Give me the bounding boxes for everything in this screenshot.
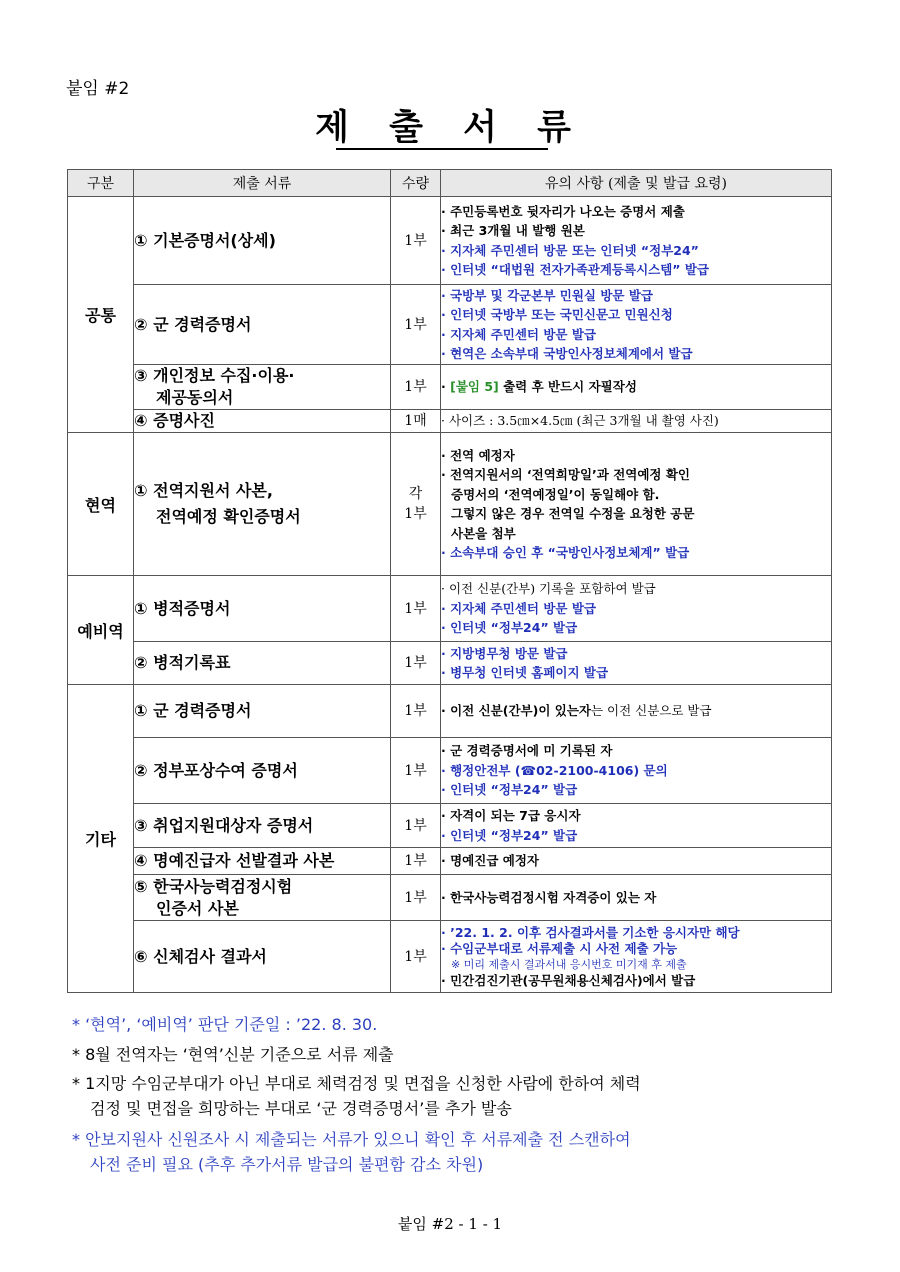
footnote: * ‘현역’, ‘예비역’ 판단 기준일 : ’22. 8. 30. xyxy=(72,1015,378,1034)
footnote: * 8월 전역자는 ‘현역’신분 기준으로 서류 제출 xyxy=(72,1045,394,1064)
doc-quantity: 1매 xyxy=(391,410,441,433)
doc-notes: · 군 경력증명서에 미 기록된 자 · 행정안전부 (☎02-2100-4106) 문의 · 인터넷 “정부24” 발급 xyxy=(441,738,832,804)
doc-name: ② 병적기록표 xyxy=(134,642,391,685)
documents-table xyxy=(67,169,832,993)
table-header-row xyxy=(68,170,832,197)
table-row xyxy=(68,875,832,921)
table-row xyxy=(68,738,832,804)
doc-notes: · [붙임 5] 출력 후 반드시 자필작성 xyxy=(441,365,832,410)
doc-name: ② 정부포상수여 증명서 xyxy=(134,738,391,804)
doc-quantity: 1부 xyxy=(391,848,441,875)
category-active: 현역 xyxy=(68,433,134,576)
doc-notes: · ’22. 1. 2. 이후 검사결과서를 기소한 응시자만 해당 · 수임군부대로 서류제출 시 사전 제출 가능 ※ 미리 제출시 결과서내 응시번호 미기재 후 제출 · 민간검진기관(공무원채용신체검사)에서 발급 xyxy=(441,921,832,993)
doc-quantity: 1부 xyxy=(391,576,441,642)
doc-notes: · 사이즈 : 3.5㎝×4.5㎝ (최근 3개월 내 촬영 사진) xyxy=(441,410,832,433)
header-document: 제출 서류 xyxy=(134,170,391,197)
table-row xyxy=(68,848,832,875)
doc-name: ② 군 경력증명서 xyxy=(134,285,391,365)
table-row xyxy=(68,804,832,848)
table-row xyxy=(68,921,832,993)
doc-quantity: 1부 xyxy=(391,875,441,921)
header-quantity: 수량 xyxy=(391,170,441,197)
doc-name: ④ 명예진급자 선발결과 사본 xyxy=(134,848,391,875)
doc-notes: · 주민등록번호 뒷자리가 나오는 증명서 제출 · 최근 3개월 내 발행 원본 · 지자체 주민센터 방문 또는 인터넷 “정부24” · 인터넷 “대법원 전자가족관계등록시스템” 발급 xyxy=(441,197,832,285)
doc-quantity: 1부 xyxy=(391,738,441,804)
doc-quantity: 1부 xyxy=(391,365,441,410)
doc-quantity: 각 1부 xyxy=(391,433,441,576)
doc-name: ① 전역지원서 사본, 전역예정 확인증명서 xyxy=(134,433,391,576)
header-category: 구분 xyxy=(68,170,134,197)
doc-notes: · 지방병무청 방문 발급 · 병무청 인터넷 홈페이지 발급 xyxy=(441,642,832,685)
title-underline xyxy=(336,148,548,150)
doc-notes: · 전역 예정자 · 전역지원서의 ‘전역희망일’과 전역예정 확인 증명서의 ‘전역예정일’이 동일해야 함. 그렇지 않은 경우 전역일 수정을 요청한 공문 사본을 첨부 · 소속부대 승인 후 “국방인사정보체계” 발급 xyxy=(441,433,832,576)
category-reserve: 예비역 xyxy=(68,576,134,685)
category-common: 공통 xyxy=(68,197,134,433)
page-footer: 붙임 #2 - 1 - 1 xyxy=(397,1215,503,1233)
attachment-tag: [붙임 5] xyxy=(450,379,499,395)
doc-name: ③ 개인정보 수집·이용· 제공동의서 xyxy=(134,365,391,410)
doc-name: ① 병적증명서 xyxy=(134,576,391,642)
doc-quantity: 1부 xyxy=(391,804,441,848)
footnote: * 안보지원사 신원조사 시 제출되는 서류가 있으니 확인 후 서류제출 전 스캔하여 사전 준비 필요 (추후 추가서류 발급의 불편함 감소 차원) xyxy=(72,1130,631,1174)
doc-notes: · 국방부 및 각군본부 민원실 방문 발급 · 인터넷 국방부 또는 국민신문고 민원신청 · 지자체 주민센터 방문 발급 · 현역은 소속부대 국방인사정보체계에서 발급 xyxy=(441,285,832,365)
attachment-label: 붙임 #2 xyxy=(66,79,130,99)
doc-quantity: 1부 xyxy=(391,921,441,993)
table-row xyxy=(68,285,832,365)
table-row xyxy=(68,365,832,410)
footnote: * 1지망 수임군부대가 아닌 부대로 체력검정 및 면접을 신청한 사람에 한하여 체력 검정 및 면접을 희망하는 부대로 ‘군 경력증명서’를 추가 발송 xyxy=(72,1074,641,1118)
doc-quantity: 1부 xyxy=(391,197,441,285)
doc-notes: · 명예진급 예정자 xyxy=(441,848,832,875)
table-row xyxy=(68,576,832,642)
page-title: 제 출 서 류 xyxy=(315,108,585,148)
doc-notes: · 이전 신분(간부)이 있는자는 이전 신분으로 발급 xyxy=(441,685,832,738)
table-row xyxy=(68,433,832,576)
doc-name: ① 기본증명서(상세) xyxy=(134,197,391,285)
table-row xyxy=(68,642,832,685)
doc-notes: · 이전 신분(간부) 기록을 포함하여 발급 · 지자체 주민센터 방문 발급 · 인터넷 “정부24” 발급 xyxy=(441,576,832,642)
doc-name: ③ 취업지원대상자 증명서 xyxy=(134,804,391,848)
table-row xyxy=(68,197,832,285)
doc-notes: · 한국사능력검정시험 자격증이 있는 자 xyxy=(441,875,832,921)
doc-notes: · 자격이 되는 7급 응시자 · 인터넷 “정부24” 발급 xyxy=(441,804,832,848)
table-row xyxy=(68,410,832,433)
doc-quantity: 1부 xyxy=(391,285,441,365)
doc-name: ④ 증명사진 xyxy=(134,410,391,433)
doc-name: ⑥ 신체검사 결과서 xyxy=(134,921,391,993)
doc-name: ① 군 경력증명서 xyxy=(134,685,391,738)
category-other: 기타 xyxy=(68,685,134,993)
table-row xyxy=(68,685,832,738)
doc-quantity: 1부 xyxy=(391,685,441,738)
doc-name: ⑤ 한국사능력검정시험 인증서 사본 xyxy=(134,875,391,921)
doc-quantity: 1부 xyxy=(391,642,441,685)
header-notes: 유의 사항 (제출 및 발급 요령) xyxy=(441,170,832,197)
